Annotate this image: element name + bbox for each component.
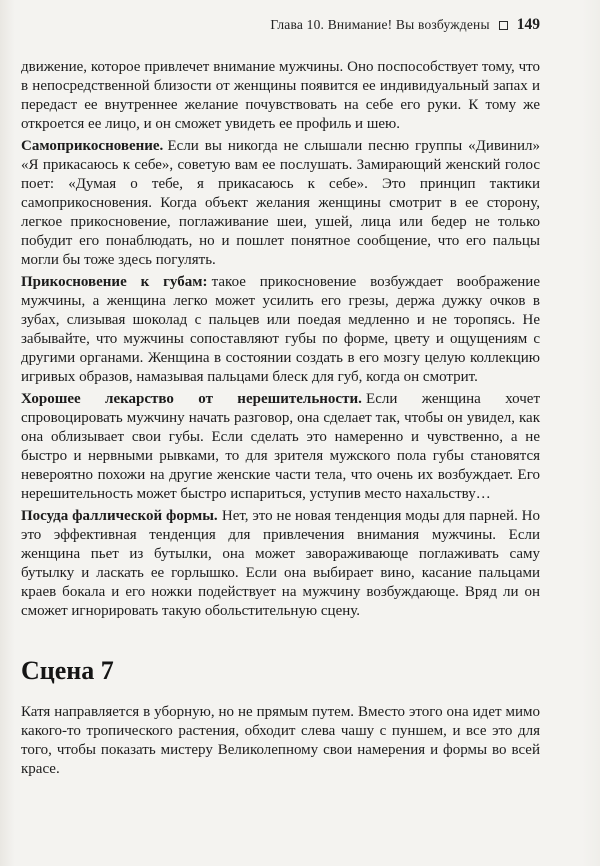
paragraph: [21, 137, 540, 270]
paragraph: [21, 507, 540, 621]
page-number: 149: [516, 16, 540, 33]
paragraph-lead: Хорошее лекарство от нерешительности.: [21, 391, 362, 407]
paragraph-text: Если женщина хочет спровоцировать мужчину начать разговор, она сделает так, чтобы он увидел, как она облизывает свои губы. Если сделать это намеренно и чувственно, а не быстро и нервными рывками, то для зрителя мужского пола губы становятся невероятно похожи на другие женские части тела, что очень их возбуждает. Его нерешительность может быстро испариться, уступив место нахальству…: [21, 391, 540, 502]
paragraph-lead: Самоприкосновение.: [21, 138, 164, 154]
paragraph-text: Если вы никогда не слышали песню группы «Дивинил» «Я прикасаюсь к себе», советую вам ее послушать. Замирающий женский голос поет: «Думая о тебе, я прикасаюсь к себе». Это принцип тактики самоприкосновения. Когда объект желания женщины смотрит в ее сторону, легкое прикосновение, поглаживание шеи, ушей, лица или бедер не только побудит его понаблюдать, но и пошлет понятное сообщение, что его пальцы могли бы тоже здесь погулять.: [21, 138, 540, 268]
paragraph: [21, 273, 540, 387]
paragraph-text: такое прикосновение возбуждает воображение мужчины, а женщина легко может усилить его грезы, держа дужку очков в зубах, слизывая шоколад с пальцев или поедая медленно и не торопясь. Не забывайте, что мужчины сопоставляют губы по форме, цвету и ощущениям с другими органами. Женщина в состоянии создать в его мозгу целую коллекцию игривых образов, намазывая пальцами блеск для губ, когда он смотрит.: [21, 274, 540, 385]
running-header: [21, 16, 540, 34]
running-header-title: Глава 10. Внимание! Вы возбуждены: [270, 17, 490, 32]
paragraph-lead: Посуда фаллической формы.: [21, 508, 218, 524]
chapter-marker-square-icon: [499, 21, 508, 30]
section-heading: Сцена 7: [21, 656, 114, 685]
paragraph: [21, 703, 540, 779]
paragraph: [21, 390, 540, 504]
paragraph-lead: Прикосновение к губам:: [21, 274, 208, 290]
paragraph-text: Катя направляется в уборную, но не прямым путем. Вместо этого она идет мимо какого-то тропического растения, обходит слева чашу с пуншем, и все это для того, чтобы показать мистеру Великолепному свои намерения и формы во всей красе.: [21, 703, 540, 777]
page-body: [21, 58, 540, 779]
paragraph-text: Нет, это не новая тенденция моды для парней. Но это эффективная тенденция для привлечения внимания мужчины. Если женщина пьет из бутылки, она может завораживающе поглаживать саму бутылку и ласкать ее горлышко. Если она выбирает вино, касание пальцами краев бокала и его ножки подействует на мужчину возбуждающе. Вряд ли он сможет игнорировать такую обольстительную сцену.: [21, 508, 540, 619]
paragraph-text: движение, которое привлечет внимание мужчины. Оно поспособствует тому, что в непосредственной близости от женщины появится ее индивидуальный запах и передаст ее внутреннее желание почувствовать на себе его руки. К тому же откроется ее лицо, и он сможет увидеть ее профиль и шею.: [21, 59, 540, 132]
paragraph: [21, 58, 540, 134]
